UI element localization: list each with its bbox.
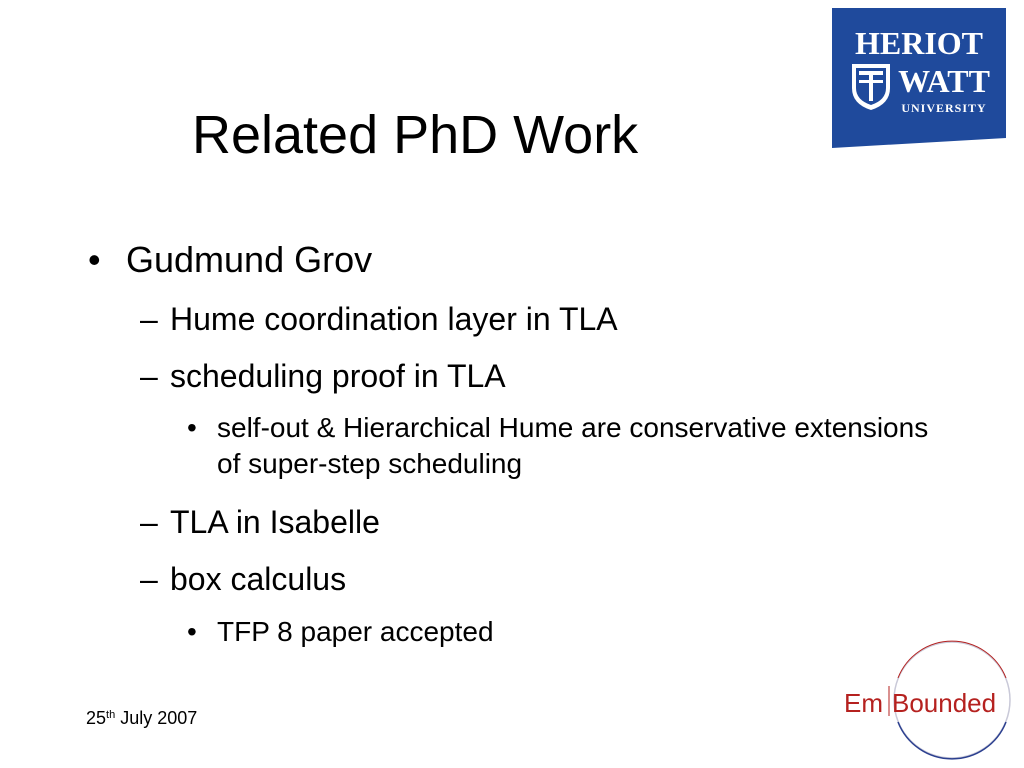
bullet-marker: •: [187, 412, 197, 443]
dash-marker: –: [140, 561, 158, 597]
bullet-text: Gudmund Grov: [126, 239, 373, 280]
sub-bullet-item: [140, 559, 346, 599]
bullet-marker: •: [187, 616, 197, 647]
heriot-watt-line1: HERIOT: [854, 25, 984, 61]
footer-day-suffix: th: [106, 709, 116, 721]
heriot-watt-logo: [832, 8, 1006, 148]
sub-sub-bullet-text: TFP 8 paper accepted: [217, 616, 494, 647]
sub-sub-bullet-text: self-out & Hierarchical Hume are conservative extensions of super-step scheduling: [217, 412, 929, 479]
dash-marker: –: [140, 358, 158, 394]
slide-title: Related PhD Work: [192, 105, 639, 165]
embounded-logo: [838, 640, 1020, 764]
heriot-watt-line3: UNIVERSITY: [901, 101, 987, 115]
footer-day: 25: [86, 708, 107, 728]
dash-marker: –: [140, 301, 158, 337]
sub-bullet-text: scheduling proof in TLA: [170, 358, 506, 394]
bullet-marker: •: [88, 239, 101, 280]
sub-bullet-text: TLA in Isabelle: [170, 504, 380, 540]
sub-bullet-item: [140, 356, 506, 396]
embounded-part2: Bounded: [892, 688, 997, 718]
sub-sub-bullet-item: [187, 614, 494, 650]
embounded-part1: Em: [844, 688, 883, 718]
footer-month-year: July 2007: [115, 708, 198, 728]
footer-date: [86, 707, 197, 729]
dash-marker: –: [140, 504, 158, 540]
sub-bullet-item: [140, 502, 380, 542]
bullet-item: [88, 238, 372, 282]
heriot-watt-line2: WATT: [898, 63, 990, 99]
sub-bullet-item: [140, 299, 618, 339]
sub-sub-bullet-item: [187, 410, 947, 482]
sub-bullet-text: Hume coordination layer in TLA: [170, 301, 618, 337]
sub-bullet-text: box calculus: [170, 561, 347, 597]
